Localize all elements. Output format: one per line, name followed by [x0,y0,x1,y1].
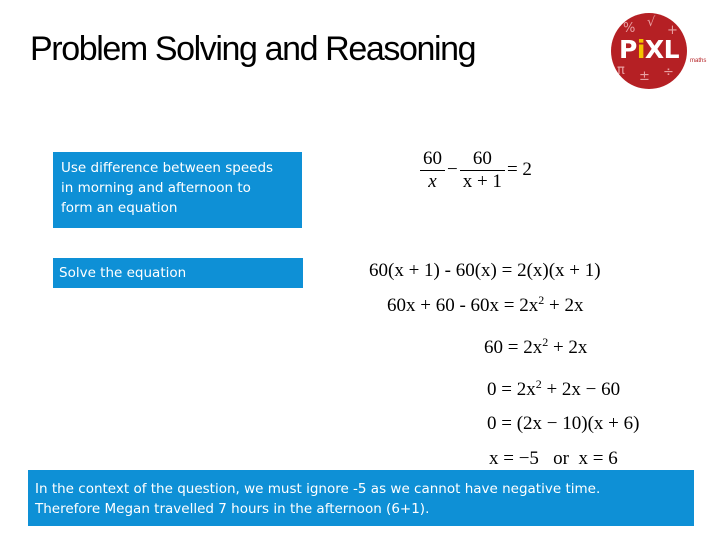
equation-solutions: x = −5 or x = 6 [489,448,618,469]
slide-title: Problem Solving and Reasoning [30,30,476,68]
fraction-one: $\frac{60}{x}$ [420,148,445,193]
percent-icon: % [623,21,636,36]
equation-factorised: 0 = (2x − 10)(x + 6) [487,413,640,434]
step-box-solve-equation: Solve the equation [53,258,303,288]
plusminus-icon: ± [639,69,650,84]
conclusion-box: In the context of the question, we must ignore -5 as we cannot have negative time. Therefore Megan travelled 7 hours in the afternoon (6+1). [28,470,694,526]
equation-expanded: 60(x + 1) - 60(x) = 2(x)(x + 1) [369,260,601,281]
equation-quadratic: $60 = 2x^2 + 2x$ [484,335,588,358]
pi-icon: π [617,63,625,78]
divide-icon: ÷ [663,65,674,80]
sqrt-icon: √ [647,15,656,30]
logo-wordmark: PiXL [619,35,680,64]
step-box-form-equation: Use difference between speeds in morning and afternoon to form an equation [53,152,302,228]
equation-zero-form: $0 = 2x^2 + 2x - 60$ [487,377,621,400]
logo-dot-letter: i [636,35,645,64]
fraction-two: $\frac{60}{x + 1}$ [460,148,505,193]
plus-icon: + [667,23,678,38]
logo-subtext: maths [690,58,707,64]
pixl-logo [611,13,687,89]
equation-fractions: $\frac{60}{x}$ − $\frac{60}{x + 1}$ = 2 [418,148,532,193]
equation-simplify: $60x + 60 - 60x = 2x^2 + 2x$ [387,293,584,316]
